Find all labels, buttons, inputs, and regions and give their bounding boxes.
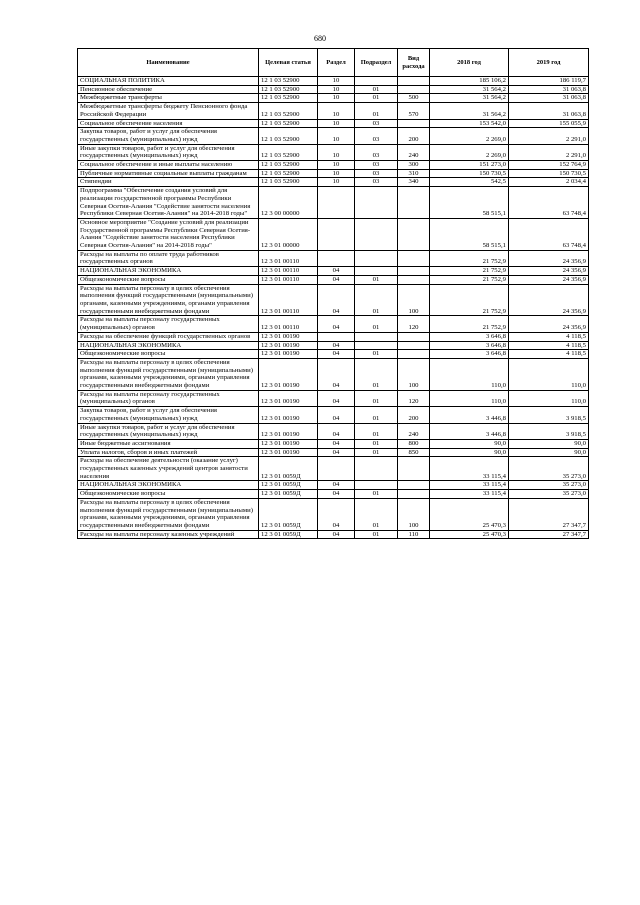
cell-2018: 110,0 (430, 390, 509, 406)
cell-subsection: 01 (355, 103, 398, 119)
cell-2019: 3 918,5 (509, 423, 589, 439)
cell-2019: 2 291,0 (509, 128, 589, 144)
cell-target-article: 12 3 00 00000 (259, 187, 318, 219)
cell-name: Основное мероприятие "Создание условий для реализации Государственной программы Республики Северная Осетия-Алания "Содействие занятости населения Республики Северная Осетия-Алания" на 2014-2018 годы" (78, 218, 259, 250)
cell-2018: 90,0 (430, 439, 509, 448)
cell-subsection: 01 (355, 423, 398, 439)
cell-2018: 31 564,2 (430, 85, 509, 94)
table-row (78, 267, 589, 276)
cell-section: 10 (318, 103, 355, 119)
cell-target-article: 12 3 01 00190 (259, 358, 318, 390)
table-row (78, 178, 589, 187)
cell-subsection: 01 (355, 94, 398, 103)
table-row (78, 144, 589, 160)
table-row (78, 358, 589, 390)
cell-2019: 27 347,7 (509, 530, 589, 539)
cell-section: 10 (318, 77, 355, 86)
cell-expense-type: 850 (398, 448, 430, 457)
cell-subsection: 01 (355, 85, 398, 94)
cell-section: 04 (318, 275, 355, 284)
column-header-name: Наименование (78, 49, 259, 77)
cell-expense-type (398, 481, 430, 490)
cell-expense-type (398, 350, 430, 359)
column-header-2018: 2018 год (430, 49, 509, 77)
cell-section: 04 (318, 284, 355, 316)
cell-subsection: 01 (355, 498, 398, 530)
cell-section: 10 (318, 161, 355, 170)
cell-2019: 31 063,8 (509, 85, 589, 94)
cell-2018: 90,0 (430, 448, 509, 457)
cell-target-article: 12 3 01 00110 (259, 284, 318, 316)
cell-subsection: 01 (355, 407, 398, 423)
cell-section: 04 (318, 423, 355, 439)
cell-expense-type (398, 119, 430, 128)
cell-2018: 2 269,0 (430, 144, 509, 160)
cell-name: Иные закупки товаров, работ и услуг для обеспечения государственных (муниципальных) нужд (78, 423, 259, 439)
cell-subsection: 01 (355, 448, 398, 457)
cell-2018: 3 646,8 (430, 332, 509, 341)
table-row (78, 457, 589, 481)
cell-2018: 21 752,9 (430, 250, 509, 266)
cell-section: 04 (318, 498, 355, 530)
cell-name: Межбюджетные трансферты бюджету Пенсионного фонда Российской Федерации (78, 103, 259, 119)
cell-expense-type: 100 (398, 358, 430, 390)
cell-subsection: 03 (355, 119, 398, 128)
table-row (78, 316, 589, 332)
cell-target-article: 12 3 01 00110 (259, 316, 318, 332)
cell-expense-type: 800 (398, 439, 430, 448)
cell-name: Социальное обеспечение населения (78, 119, 259, 128)
cell-expense-type: 570 (398, 103, 430, 119)
table-row (78, 498, 589, 530)
table-row (78, 407, 589, 423)
cell-name: Закупка товаров, работ и услуг для обеспечения государственных (муниципальных) нужд (78, 128, 259, 144)
cell-2018: 153 542,0 (430, 119, 509, 128)
cell-name: Расходы на выплаты персоналу в целях обеспечения выполнения функций государственными (муниципальными) органами, казенными учреждениями, органами управления государственными внебюджетными фондами (78, 498, 259, 530)
cell-name: Общеэкономические вопросы (78, 350, 259, 359)
cell-expense-type (398, 275, 430, 284)
cell-target-article: 12 3 01 00110 (259, 275, 318, 284)
cell-name: Расходы на выплаты персоналу государственных (муниципальных) органов (78, 316, 259, 332)
cell-target-article: 12 3 01 00190 (259, 439, 318, 448)
cell-target-article: 12 3 01 00190 (259, 448, 318, 457)
cell-section: 10 (318, 85, 355, 94)
table-row (78, 390, 589, 406)
cell-target-article: 12 3 01 00190 (259, 350, 318, 359)
cell-2018: 3 446,8 (430, 423, 509, 439)
cell-section: 04 (318, 350, 355, 359)
cell-name: Пенсионное обеспечение (78, 85, 259, 94)
cell-2019: 4 118,5 (509, 332, 589, 341)
cell-2018: 3 446,8 (430, 407, 509, 423)
cell-2018: 185 106,2 (430, 77, 509, 86)
cell-expense-type: 120 (398, 316, 430, 332)
page-number: 680 (314, 34, 326, 43)
cell-name: Уплата налогов, сборов и иных платежей (78, 448, 259, 457)
table-row (78, 448, 589, 457)
cell-expense-type: 240 (398, 144, 430, 160)
cell-2019: 110,0 (509, 358, 589, 390)
cell-target-article: 12 3 01 0059Д (259, 490, 318, 499)
cell-section: 10 (318, 119, 355, 128)
column-header-2019: 2019 год (509, 49, 589, 77)
cell-expense-type: 120 (398, 390, 430, 406)
cell-target-article: 12 3 01 0059Д (259, 457, 318, 481)
table-row (78, 250, 589, 266)
table-row (78, 218, 589, 250)
cell-section: 04 (318, 390, 355, 406)
table-row (78, 77, 589, 86)
cell-target-article: 12 1 03 52900 (259, 119, 318, 128)
cell-section: 10 (318, 128, 355, 144)
cell-section: 04 (318, 316, 355, 332)
cell-subsection: 01 (355, 284, 398, 316)
cell-target-article: 12 3 01 00190 (259, 407, 318, 423)
cell-2018: 21 752,9 (430, 316, 509, 332)
cell-expense-type: 110 (398, 530, 430, 539)
cell-subsection: 01 (355, 490, 398, 499)
cell-expense-type (398, 250, 430, 266)
cell-subsection: 01 (355, 530, 398, 539)
cell-2019: 90,0 (509, 448, 589, 457)
cell-target-article: 12 3 01 00190 (259, 390, 318, 406)
cell-name: Иные закупки товаров, работ и услуг для обеспечения государственных (муниципальных) нужд (78, 144, 259, 160)
cell-2018: 150 730,5 (430, 169, 509, 178)
cell-subsection: 03 (355, 169, 398, 178)
cell-subsection (355, 341, 398, 350)
cell-target-article: 12 1 03 52900 (259, 103, 318, 119)
cell-section: 10 (318, 94, 355, 103)
cell-2018: 31 564,2 (430, 94, 509, 103)
cell-target-article: 12 3 01 0059Д (259, 481, 318, 490)
cell-section: 04 (318, 481, 355, 490)
cell-subsection (355, 187, 398, 219)
cell-target-article: 12 3 01 0059Д (259, 530, 318, 539)
cell-name: Закупка товаров, работ и услуг для обеспечения государственных (муниципальных) нужд (78, 407, 259, 423)
table-row (78, 275, 589, 284)
cell-name: Расходы на выплаты по оплате труда работников государственных органов (78, 250, 259, 266)
table-row (78, 481, 589, 490)
cell-expense-type: 200 (398, 407, 430, 423)
cell-section (318, 187, 355, 219)
cell-section: 04 (318, 407, 355, 423)
table-row (78, 490, 589, 499)
table-row (78, 169, 589, 178)
cell-subsection (355, 77, 398, 86)
table-row (78, 423, 589, 439)
cell-2018: 25 470,3 (430, 498, 509, 530)
cell-section (318, 250, 355, 266)
cell-2018: 542,5 (430, 178, 509, 187)
cell-expense-type (398, 457, 430, 481)
cell-target-article: 12 3 01 00190 (259, 332, 318, 341)
cell-subsection: 03 (355, 161, 398, 170)
cell-name: НАЦИОНАЛЬНАЯ ЭКОНОМИКА (78, 481, 259, 490)
table-row (78, 85, 589, 94)
cell-subsection: 01 (355, 316, 398, 332)
cell-2019: 4 118,5 (509, 350, 589, 359)
table-row (78, 341, 589, 350)
cell-target-article: 12 1 03 52900 (259, 178, 318, 187)
cell-name: Общеэкономические вопросы (78, 275, 259, 284)
cell-2019: 27 347,7 (509, 498, 589, 530)
cell-2019: 155 055,9 (509, 119, 589, 128)
cell-2018: 33 115,4 (430, 457, 509, 481)
cell-subsection (355, 218, 398, 250)
cell-name: Расходы на обеспечение деятельности (оказание услуг) государственных казенных учреждений центров занятости населения (78, 457, 259, 481)
cell-2018: 31 564,2 (430, 103, 509, 119)
cell-2019: 35 273,0 (509, 490, 589, 499)
column-header-section: Раздел (318, 49, 355, 77)
cell-target-article: 12 1 03 52900 (259, 144, 318, 160)
cell-name: Межбюджетные трансферты (78, 94, 259, 103)
table-row (78, 94, 589, 103)
cell-target-article: 12 1 03 52900 (259, 128, 318, 144)
table-row (78, 350, 589, 359)
cell-name: Подпрограмма "Обеспечение создания условий для реализации государственной программы Республики Северная Осетия-Алания "Содействие занятости населения Республики Северная Осетия-Алания" на 2014-2018 годы" (78, 187, 259, 219)
cell-subsection: 03 (355, 144, 398, 160)
cell-expense-type: 500 (398, 94, 430, 103)
column-header-expense-type: Вид расхода (398, 49, 430, 77)
cell-2019: 24 356,9 (509, 275, 589, 284)
cell-2019: 31 063,8 (509, 94, 589, 103)
cell-section: 04 (318, 267, 355, 276)
cell-section: 10 (318, 178, 355, 187)
cell-expense-type (398, 332, 430, 341)
cell-name: Иные бюджетные ассигнования (78, 439, 259, 448)
table-row (78, 439, 589, 448)
cell-2019: 90,0 (509, 439, 589, 448)
table-row (78, 530, 589, 539)
cell-2018: 58 515,1 (430, 218, 509, 250)
budget-table (77, 48, 589, 539)
cell-target-article: 12 3 01 00000 (259, 218, 318, 250)
cell-2018: 21 752,9 (430, 267, 509, 276)
cell-name: СОЦИАЛЬНАЯ ПОЛИТИКА (78, 77, 259, 86)
cell-name: НАЦИОНАЛЬНАЯ ЭКОНОМИКА (78, 341, 259, 350)
cell-name: Стипендии (78, 178, 259, 187)
cell-section (318, 332, 355, 341)
cell-subsection: 03 (355, 178, 398, 187)
cell-name: Расходы на выплаты персоналу в целях обеспечения выполнения функций государственными (муниципальными) органами, казенными учреждениями, органами управления государственными внебюджетными фондами (78, 358, 259, 390)
cell-2019: 110,0 (509, 390, 589, 406)
cell-expense-type (398, 187, 430, 219)
cell-subsection (355, 481, 398, 490)
cell-subsection (355, 332, 398, 341)
table-row (78, 128, 589, 144)
column-header-target-article: Целевая статья (259, 49, 318, 77)
cell-subsection (355, 457, 398, 481)
cell-expense-type: 340 (398, 178, 430, 187)
cell-2018: 3 646,8 (430, 350, 509, 359)
cell-expense-type (398, 267, 430, 276)
cell-2019: 24 356,9 (509, 316, 589, 332)
cell-expense-type (398, 77, 430, 86)
cell-name: Публичные нормативные социальные выплаты гражданам (78, 169, 259, 178)
cell-name: Общеэкономические вопросы (78, 490, 259, 499)
cell-target-article: 12 1 03 52900 (259, 94, 318, 103)
cell-target-article: 12 3 01 00190 (259, 341, 318, 350)
cell-2019: 24 356,9 (509, 250, 589, 266)
cell-2019: 2 291,0 (509, 144, 589, 160)
cell-2019: 24 356,9 (509, 267, 589, 276)
table-header-row (78, 49, 589, 77)
cell-expense-type (398, 341, 430, 350)
cell-subsection: 03 (355, 128, 398, 144)
cell-section (318, 457, 355, 481)
cell-target-article: 12 3 01 00110 (259, 250, 318, 266)
cell-target-article: 12 3 01 00110 (259, 267, 318, 276)
table-row (78, 161, 589, 170)
cell-2018: 110,0 (430, 358, 509, 390)
cell-subsection (355, 267, 398, 276)
cell-expense-type (398, 490, 430, 499)
cell-2019: 63 748,4 (509, 218, 589, 250)
cell-2018: 21 752,9 (430, 284, 509, 316)
cell-target-article: 12 1 03 52900 (259, 85, 318, 94)
cell-name: Расходы на выплаты персоналу государственных (муниципальных) органов (78, 390, 259, 406)
cell-2018: 2 269,0 (430, 128, 509, 144)
table-row (78, 187, 589, 219)
cell-expense-type: 200 (398, 128, 430, 144)
cell-2018: 3 646,8 (430, 341, 509, 350)
table-row (78, 103, 589, 119)
table-body (78, 77, 589, 539)
table-row (78, 332, 589, 341)
cell-section (318, 218, 355, 250)
cell-expense-type: 300 (398, 161, 430, 170)
cell-section: 04 (318, 448, 355, 457)
column-header-subsection: Подраздел (355, 49, 398, 77)
cell-name: Расходы на обеспечение функций государственных органов (78, 332, 259, 341)
cell-2019: 2 034,4 (509, 178, 589, 187)
cell-subsection: 01 (355, 350, 398, 359)
cell-expense-type: 240 (398, 423, 430, 439)
cell-target-article: 12 3 01 00190 (259, 423, 318, 439)
cell-expense-type: 310 (398, 169, 430, 178)
cell-name: Социальное обеспечение и иные выплаты населению (78, 161, 259, 170)
cell-target-article: 12 1 03 52900 (259, 161, 318, 170)
cell-section: 04 (318, 530, 355, 539)
cell-section: 10 (318, 144, 355, 160)
cell-target-article: 12 1 03 52900 (259, 169, 318, 178)
cell-subsection (355, 250, 398, 266)
cell-section: 04 (318, 358, 355, 390)
cell-subsection: 01 (355, 390, 398, 406)
table-row (78, 284, 589, 316)
cell-2018: 21 752,9 (430, 275, 509, 284)
cell-target-article: 12 1 03 52900 (259, 77, 318, 86)
cell-subsection: 01 (355, 439, 398, 448)
cell-name: НАЦИОНАЛЬНАЯ ЭКОНОМИКА (78, 267, 259, 276)
cell-2019: 150 730,5 (509, 169, 589, 178)
cell-2019: 3 918,5 (509, 407, 589, 423)
cell-2019: 4 118,5 (509, 341, 589, 350)
cell-section: 04 (318, 490, 355, 499)
cell-target-article: 12 3 01 0059Д (259, 498, 318, 530)
cell-section: 04 (318, 341, 355, 350)
cell-name: Расходы на выплаты персоналу казенных учреждений (78, 530, 259, 539)
cell-2019: 152 764,9 (509, 161, 589, 170)
table-row (78, 119, 589, 128)
cell-2019: 35 273,0 (509, 457, 589, 481)
cell-expense-type: 100 (398, 284, 430, 316)
cell-2018: 33 115,4 (430, 490, 509, 499)
cell-expense-type (398, 85, 430, 94)
cell-2019: 63 748,4 (509, 187, 589, 219)
cell-expense-type (398, 218, 430, 250)
cell-2019: 186 119,7 (509, 77, 589, 86)
cell-2018: 25 470,3 (430, 530, 509, 539)
cell-section: 04 (318, 439, 355, 448)
cell-2019: 35 273,0 (509, 481, 589, 490)
cell-2018: 33 115,4 (430, 481, 509, 490)
cell-2019: 24 356,9 (509, 284, 589, 316)
cell-2019: 31 063,8 (509, 103, 589, 119)
cell-expense-type: 100 (398, 498, 430, 530)
cell-2018: 151 273,0 (430, 161, 509, 170)
cell-subsection: 01 (355, 275, 398, 284)
cell-name: Расходы на выплаты персоналу в целях обеспечения выполнения функций государственными (муниципальными) органами, казенными учреждениями, органами управления государственными внебюджетными фондами (78, 284, 259, 316)
cell-subsection: 01 (355, 358, 398, 390)
cell-section: 10 (318, 169, 355, 178)
cell-2018: 58 515,1 (430, 187, 509, 219)
